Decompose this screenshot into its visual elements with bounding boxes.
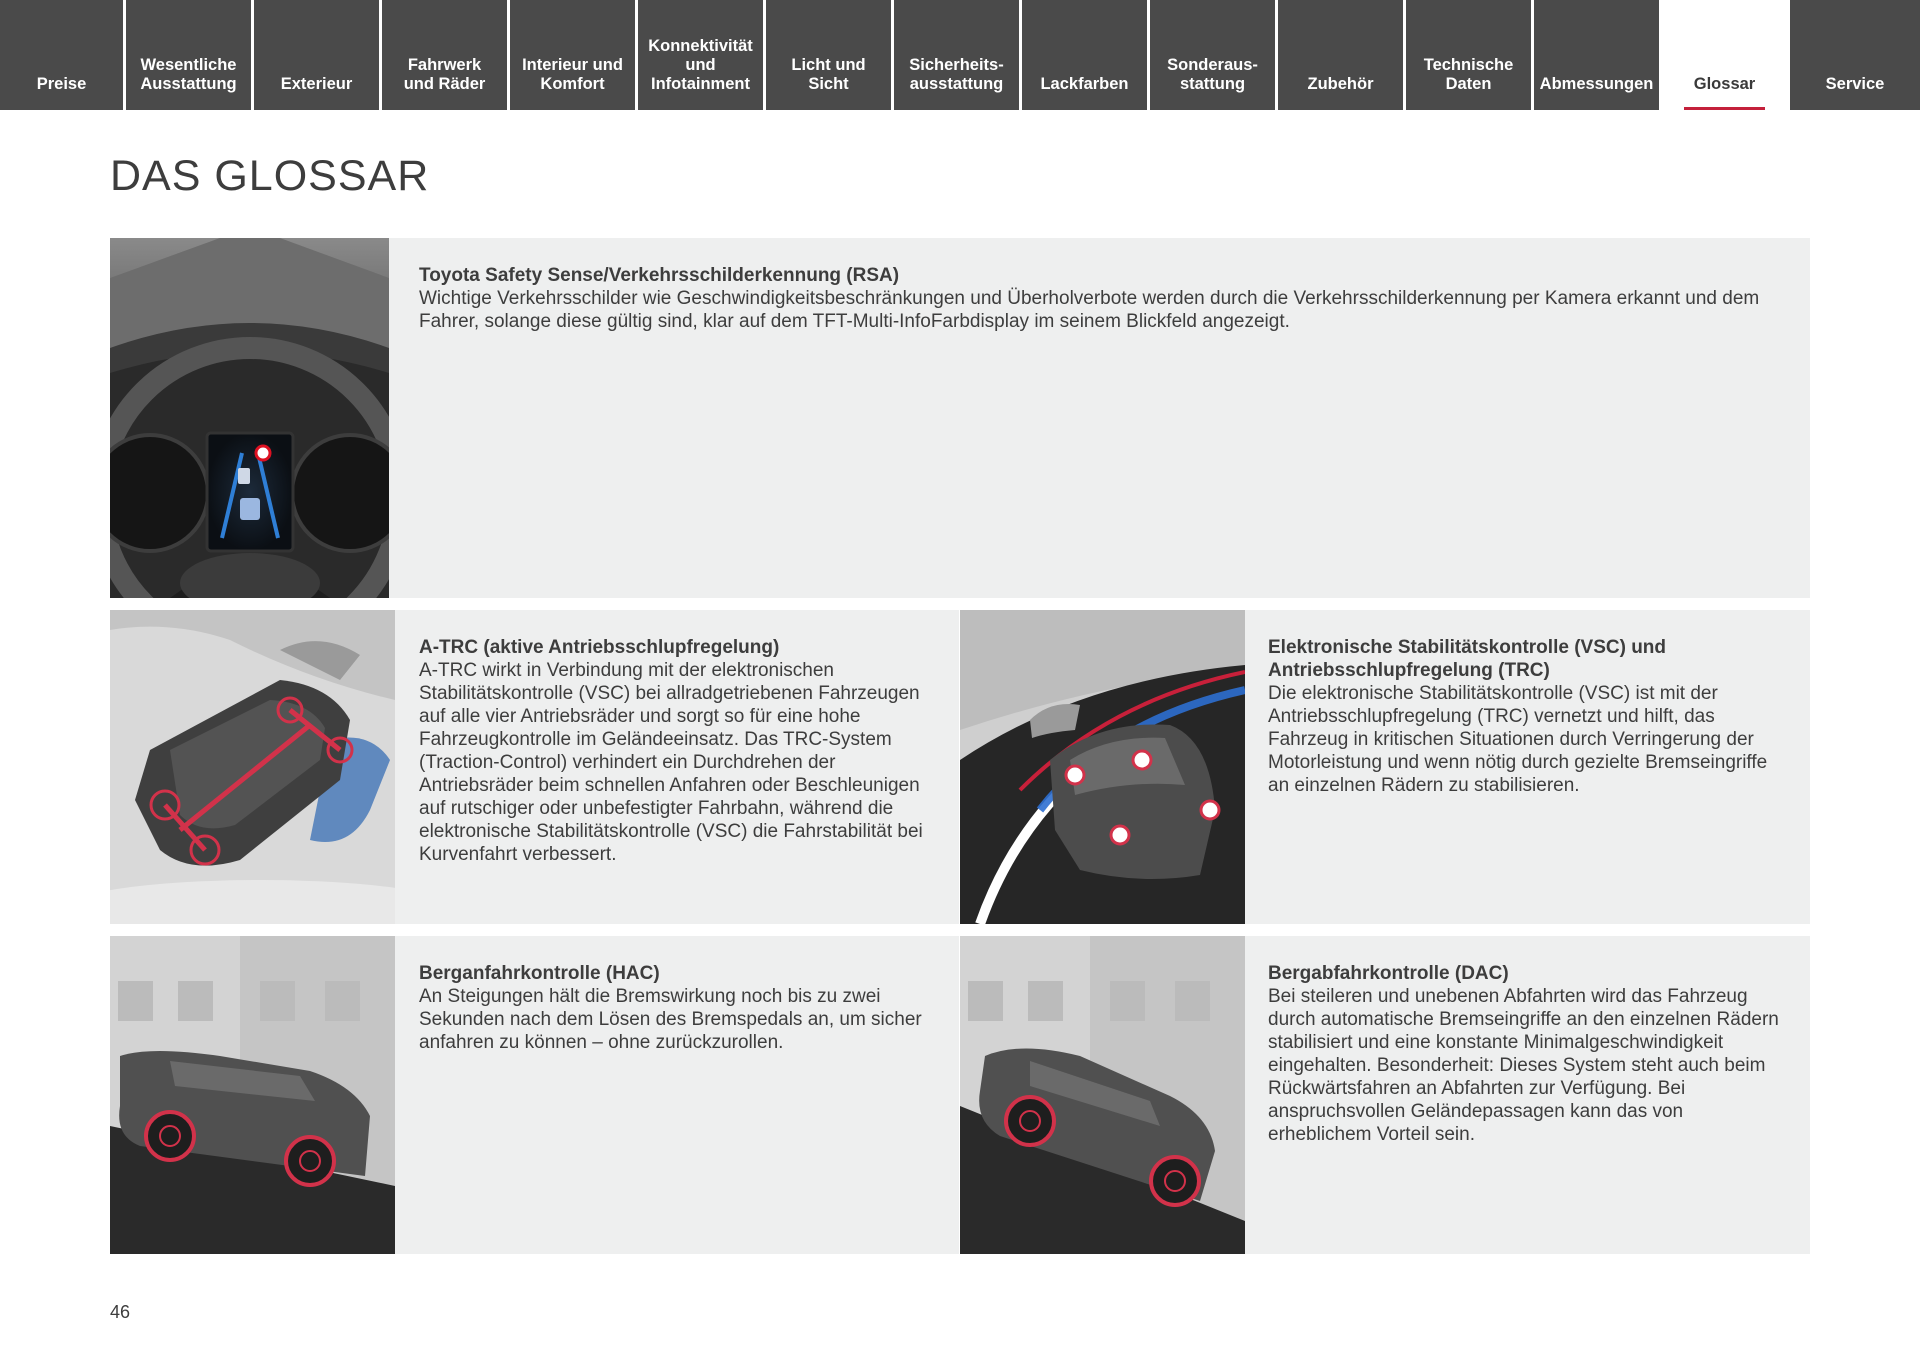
tab-technische-daten[interactable]: Technische Daten [1406,0,1534,110]
awd-drivetrain-illustration [110,610,395,924]
tab-lackfarben[interactable]: Lackfarben [1022,0,1150,110]
term-description: A-TRC wirkt in Verbindung mit der elektronischen Stabilitätskontrolle (VSC) bei allradgetriebenen Fahrzeugen auf alle vier Antriebsräder und sorgt so für eine hohe Fahrzeugkontrolle im Geländeeinsatz. Das TRC-System (Traction-Control) verhindert ein Durchdrehen der Antriebsräder beim schnellen Anfahren oder Beschleunigen auf rutschiger oder unbefestigter Fahrbahn, während die elektronische Stabilitätskontrolle (VSC) die Fahrstabilität bei Kurvenfahrt verbessert. [419,660,923,865]
tab-exterieur[interactable]: Exterieur [254,0,382,110]
term-title: Bergabfahrkontrolle (DAC) [1268,963,1509,984]
glossary-entry-rsa [110,238,1810,598]
uphill-vehicle-illustration [110,936,395,1254]
tab-fahrwerk-und-raeder[interactable]: Fahrwerk und Räder [382,0,510,110]
tab-service[interactable]: Service [1790,0,1920,110]
term-description: Wichtige Verkehrsschilder wie Geschwindigkeitsbeschränkungen und Überholverbote werden durch die Verkehrsschilderkennung per Kamera erkannt und dem Fahrer, solange diese gültig sind, klar auf dem TFT-Multi-InfoFarbdisplay im seinem Blickfeld angezeigt. [419,288,1760,332]
glossary-entry-dac [960,936,1810,1254]
term-title: Elektronische Stabilitätskontrolle (VSC) und Antriebsschlupfregelung (TRC) [1268,637,1667,681]
glossary-entry-atrc [110,610,959,924]
glossary-entry-vsc-trc [960,610,1810,924]
page-number: 46 [110,1302,131,1322]
tab-zubehoer[interactable]: Zubehör [1278,0,1406,110]
tab-glossar[interactable]: Glossar [1662,0,1790,110]
tab-sicherheitsausstattung[interactable]: Sicherheits- ausstattung [894,0,1022,110]
term-title: Berganfahrkontrolle (HAC) [419,963,660,984]
glossary-entry-hac [110,936,959,1254]
tab-preise[interactable]: Preise [0,0,126,110]
page-title: DAS GLOSSAR [110,152,430,200]
term-description: An Steigungen hält die Bremswirkung noch bis zu zwei Sekunden nach dem Lösen des Bremspedals an, um sicher anfahren zu können – ohne zurückzurollen. [419,986,922,1053]
tab-konnektivitaet[interactable]: Konnektivität und Infotainment [638,0,766,110]
vsc-cornering-illustration [960,610,1245,924]
tab-wesentliche-ausstattung[interactable]: Wesentliche Ausstattung [126,0,254,110]
tab-sonderausstattung[interactable]: Sonderaus- stattung [1150,0,1278,110]
tab-licht-und-sicht[interactable]: Licht und Sicht [766,0,894,110]
top-navigation [0,0,1920,110]
downhill-vehicle-illustration [960,936,1245,1254]
instrument-cluster-illustration [110,238,389,598]
tab-interieur-und-komfort[interactable]: Interieur und Komfort [510,0,638,110]
term-description: Bei steileren und unebenen Abfahrten wird das Fahrzeug durch automatische Bremseingriffe an den einzelnen Rädern stabilisiert und eine konstante Minimalgeschwindigkeit eingehalten. Besonderheit: Dieses System steht auch beim Rückwärtsfahren an Abfahrten zur Verfügung. Bei anspruchsvollen Geländepassagen kann das von erheblichem Vorteil sein. [1268,986,1779,1145]
term-title: Toyota Safety Sense/Verkehrsschilderkennung (RSA) [419,265,900,286]
term-description: Die elektronische Stabilitätskontrolle (VSC) ist mit der Antriebsschlupfregelung (TRC) vernetzt und hilft, das Fahrzeug in kritischen Situationen durch Verringerung der Motorleistung und wenn nötig durch gezielte Bremseingriffe an einzelnen Rädern zu stabilisieren. [1268,683,1768,796]
term-title: A-TRC (aktive Antriebsschlupfregelung) [419,637,780,658]
tab-abmessungen[interactable]: Abmessungen [1534,0,1662,110]
